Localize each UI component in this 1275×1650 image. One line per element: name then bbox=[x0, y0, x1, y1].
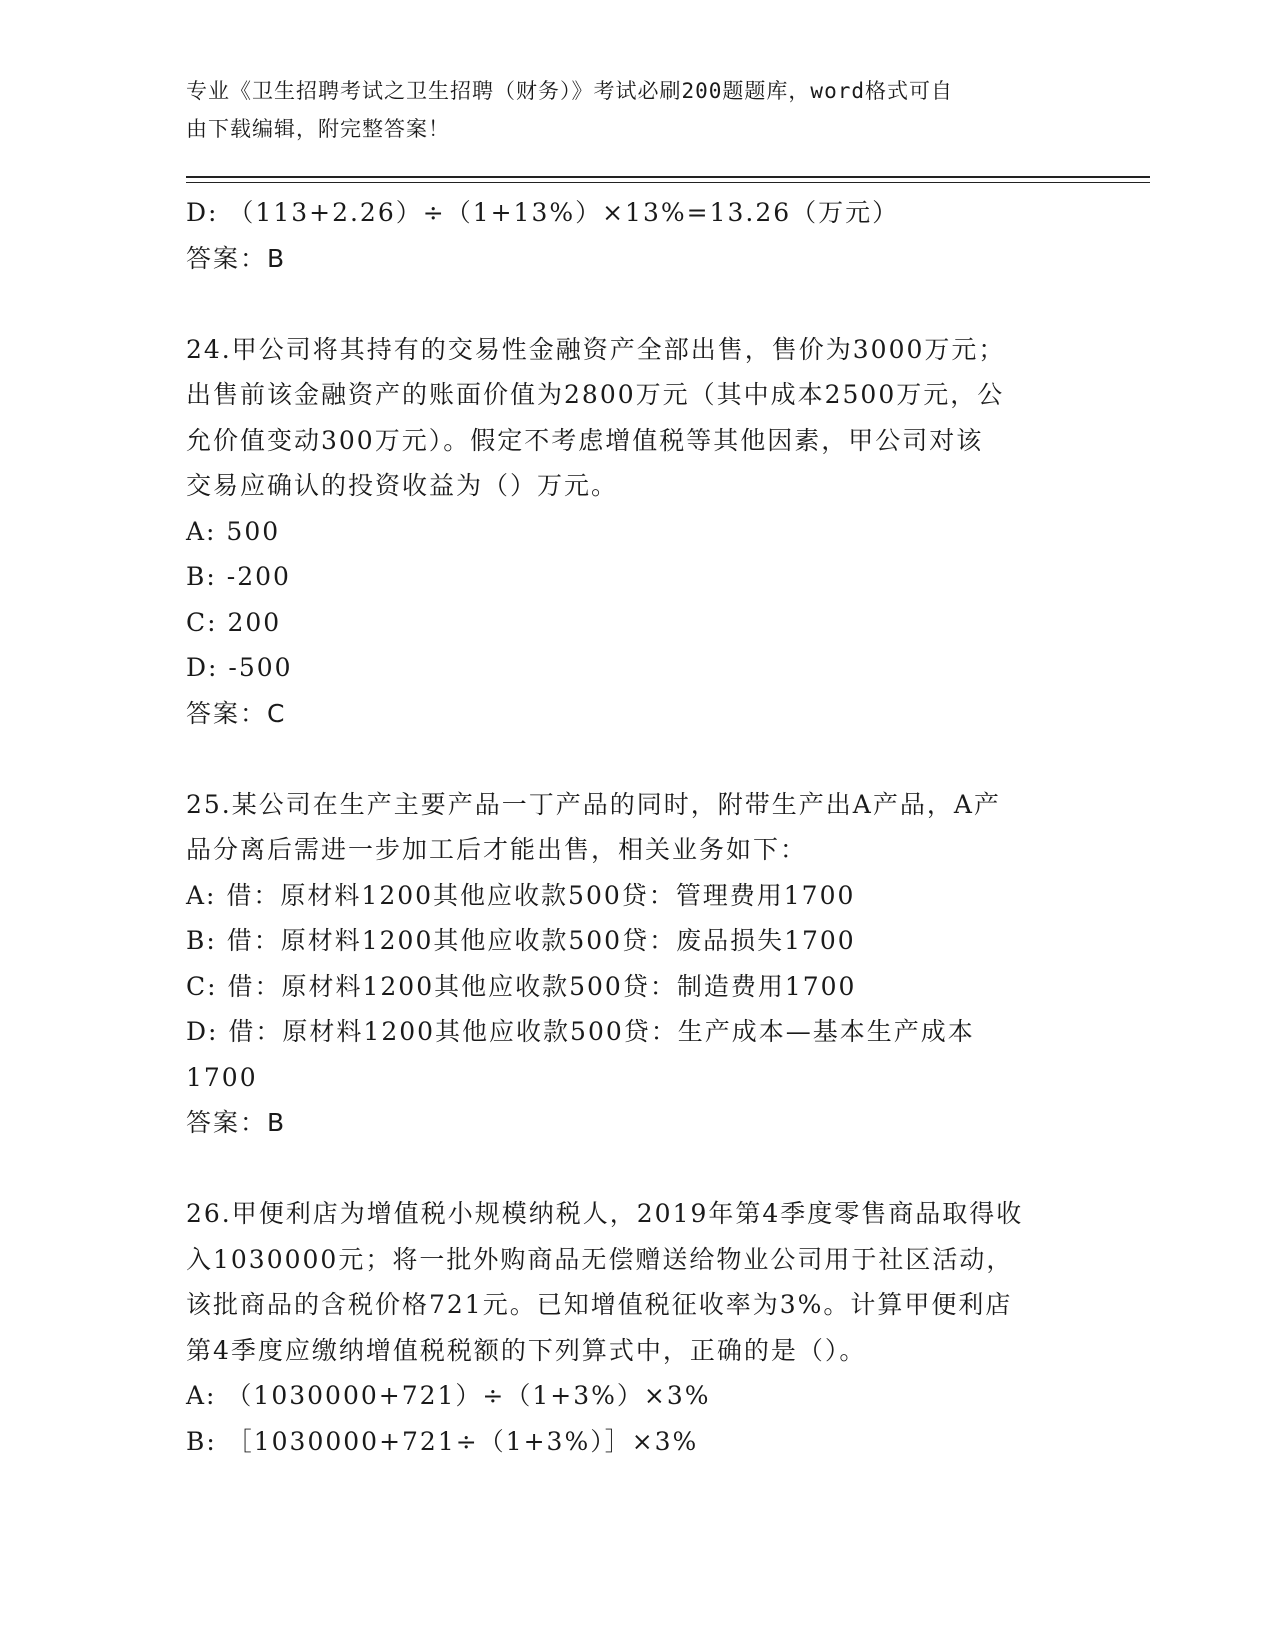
q26-option-b: B: ［1030000+721÷（1+3%）］×3% bbox=[186, 1426, 699, 1456]
q25-option-d: D: 借：原材料1200其他应收款500贷：生产成本—基本生产成本 bbox=[186, 1017, 975, 1046]
q25-option-c: C: 借：原材料1200其他应收款500贷：制造费用1700 bbox=[186, 971, 857, 1001]
q24-option-c: C: 200 bbox=[186, 607, 282, 637]
prev-answer: 答案：B bbox=[186, 243, 287, 273]
q26-stem-line: 该批商品的含税价格721元。已知增值税征收率为3%。计算甲便利店 bbox=[186, 1290, 1013, 1319]
spacer bbox=[186, 1146, 1086, 1192]
q26-option-a: A: （1030000+721）÷（1+3%）×3% bbox=[186, 1381, 711, 1410]
q26-stem-line: 26.甲便利店为增值税小规模纳税人，2019年第4季度零售商品取得收 bbox=[186, 1199, 1024, 1228]
q24-stem-line: 出售前该金融资产的账面价值为2800万元（其中成本2500万元，公 bbox=[186, 380, 1005, 409]
question-25 bbox=[186, 782, 1086, 1146]
spacer bbox=[186, 736, 1086, 782]
q25-option-a: A: 借：原材料1200其他应收款500贷：管理费用1700 bbox=[186, 880, 856, 910]
q25-option-d-continued: 1700 bbox=[186, 1062, 258, 1092]
q24-stem-line: 允价值变动300万元）。假定不考虑增值税等其他因素，甲公司对该 bbox=[186, 425, 984, 455]
header-line-2: 由下载编辑，附完整答案！ bbox=[186, 117, 450, 141]
question-24 bbox=[186, 327, 1086, 737]
q25-stem-line: 25.某公司在生产主要产品一丁产品的同时，附带生产出A产品，A产 bbox=[186, 789, 1001, 819]
document-body bbox=[186, 190, 1086, 1464]
spacer bbox=[186, 281, 1086, 327]
document-header bbox=[186, 72, 1066, 148]
q25-stem-line: 品分离后需进一步加工后才能出售，相关业务如下： bbox=[186, 835, 808, 864]
q24-stem-line: 24.甲公司将其持有的交易性金融资产全部出售，售价为3000万元； bbox=[186, 334, 1006, 364]
q26-stem-line: 入1030000元；将一批外购商品无偿赠送给物业公司用于社区活动， bbox=[186, 1244, 1014, 1274]
q24-option-d: D: -500 bbox=[186, 653, 293, 682]
header-rule-thick bbox=[186, 176, 1150, 178]
prev-option-d: D: （113+2.26）÷（1+13%）×13%=13.26（万元） bbox=[186, 198, 900, 227]
header-line-1: 专业《卫生招聘考试之卫生招聘（财务）》考试必刷200题题库，word格式可自 bbox=[186, 79, 953, 103]
q24-option-a: A: 500 bbox=[186, 516, 281, 546]
q24-answer: 答案：C bbox=[186, 698, 287, 728]
q26-stem-line: 第4季度应缴纳增值税税额的下列算式中，正确的是（）。 bbox=[186, 1335, 867, 1365]
question-26 bbox=[186, 1191, 1086, 1464]
q24-option-b: B: -200 bbox=[186, 562, 291, 591]
header-rule-thin bbox=[186, 182, 1150, 183]
q25-answer: 答案：B bbox=[186, 1108, 287, 1137]
q25-option-b: B: 借：原材料1200其他应收款500贷：废品损失1700 bbox=[186, 926, 856, 955]
q24-stem-line: 交易应确认的投资收益为（）万元。 bbox=[186, 471, 619, 500]
